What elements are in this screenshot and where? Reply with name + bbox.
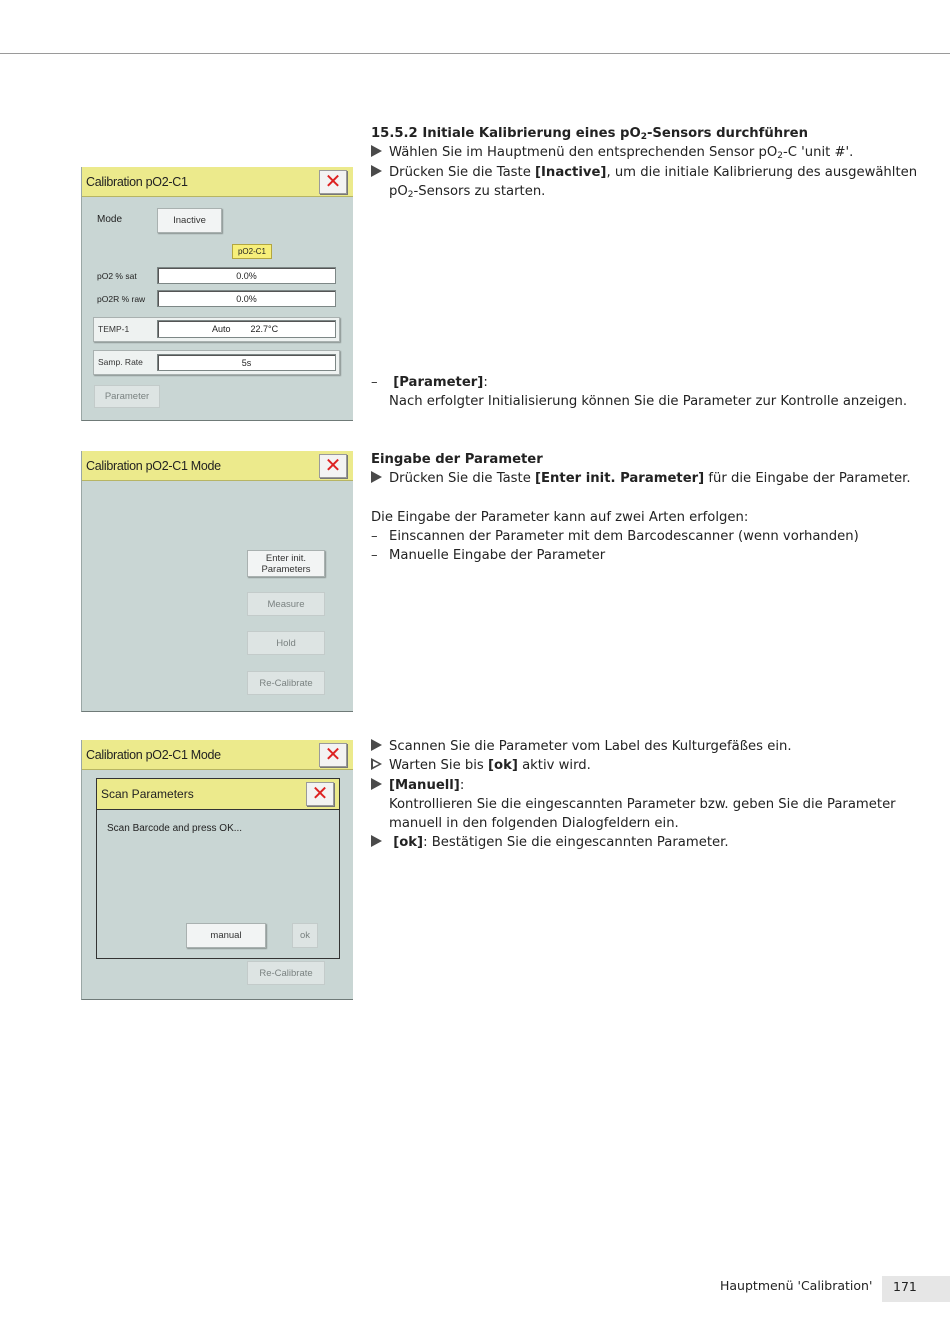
mode-label: Mode	[97, 214, 123, 225]
step-press-inactive: Drücken Sie die Taste [Inactive], um die initiale Kalibrierung des ausgewählten	[371, 163, 931, 182]
arrow-right-icon	[371, 145, 382, 157]
screen-calibration-mode	[81, 451, 353, 712]
close-icon: ✕	[324, 171, 342, 193]
scan-dialog	[96, 778, 340, 959]
dialog-title: Scan Parameters	[97, 779, 339, 810]
step-manual: [Manuell]:	[371, 776, 931, 795]
screen-title: Calibration pO2-C1 Mode	[82, 451, 353, 481]
po2r-raw-label: pO2R % raw	[97, 294, 146, 304]
sensor-tag: pO2-C1	[232, 244, 272, 259]
step-select-sensor: Wählen Sie im Hauptmenü den entsprechenden Sensor $pO_2-C$ 'unit #'.	[371, 143, 931, 162]
measure-button[interactable]: Measure	[247, 592, 325, 616]
enter-init-label-2: Parameters	[261, 563, 311, 575]
step-manual-desc-2: manuell in den folgenden Dialogfeldern ein.	[389, 816, 679, 832]
hold-button[interactable]: Hold	[247, 631, 325, 655]
close-icon: ✕	[311, 783, 329, 805]
step-manual-desc-1: Kontrollieren Sie die eingescannten Parameter bzw. geben Sie die Parameter	[389, 796, 896, 812]
screen-title: Calibration pO2-C1	[82, 167, 353, 197]
screen-title: Calibration pO2-C1 Mode	[82, 740, 353, 770]
enter-init-parameters-button[interactable]	[247, 550, 325, 577]
temp-label: TEMP-1	[98, 324, 130, 334]
sample-rate-label: Samp. Rate	[98, 357, 143, 367]
step-enter-init: Drücken Sie die Taste [Enter init. Parameter] für die Eingabe der Parameter.	[371, 469, 931, 488]
close-icon: ✕	[324, 744, 342, 766]
recalibrate-button[interactable]: Re-Calibrate	[247, 961, 325, 985]
temp-mode: Auto	[212, 324, 231, 334]
ok-button[interactable]: ok	[292, 923, 318, 948]
step-wait-ok: Warten Sie bis [ok] aktiv wird.	[371, 756, 931, 775]
parameter-description: Nach erfolgter Initialisierung können Sie die Parameter zur Kontrolle anzeigen.	[389, 394, 908, 410]
arrow-right-icon	[371, 165, 382, 177]
section-parameter-note	[371, 373, 931, 412]
enter-init-label-1: Enter init.	[265, 552, 307, 564]
arrow-right-outline-icon	[371, 758, 382, 770]
dialog-close-button[interactable]	[306, 782, 334, 806]
arrow-right-icon	[371, 471, 382, 483]
close-icon: ✕	[324, 455, 342, 477]
po2-sat-label: pO2 % sat	[97, 271, 137, 281]
close-button[interactable]	[319, 170, 347, 194]
section-input-parameters	[371, 450, 931, 565]
parameter-item: – [Parameter]:	[371, 375, 488, 390]
input-heading: Eingabe der Parameter	[371, 452, 543, 467]
arrow-right-icon	[371, 739, 382, 751]
inactive-button[interactable]: Inactive	[157, 208, 222, 233]
input-option-manual: – Manuelle Eingabe der Parameter	[371, 548, 606, 564]
input-option-scan: – Einscannen der Parameter mit dem Barcodescanner (wenn vorhanden)	[371, 528, 859, 544]
section-calibration-steps	[371, 124, 931, 201]
close-button[interactable]	[319, 454, 347, 478]
input-intro: Die Eingabe der Parameter kann auf zwei Arten erfolgen:	[371, 509, 749, 525]
temp-value: 22.7°C	[250, 324, 279, 334]
po2-sat-value: 0.0%	[157, 267, 336, 284]
temp-field	[157, 320, 336, 338]
arrow-right-icon	[371, 835, 382, 847]
recalibrate-button[interactable]: Re-Calibrate	[247, 671, 325, 695]
section-title: 15.5.2 Initiale Kalibrierung eines $pO_2$-Sensors durchführen	[371, 126, 808, 142]
screen-calibration-po2	[81, 167, 353, 421]
po2r-raw-value: 0.0%	[157, 290, 336, 307]
sample-rate-value: 5s	[157, 354, 336, 371]
footer-chapter: Hauptmenü 'Calibration'	[720, 1278, 873, 1293]
header-rule	[0, 53, 950, 54]
page-number: 171	[882, 1276, 950, 1302]
dialog-message: Scan Barcode and press OK...	[107, 823, 243, 834]
step-confirm-ok: [ok]: Bestätigen Sie die eingescannten Parameter.	[371, 833, 931, 852]
section-scan-steps	[371, 737, 931, 853]
screen-scan-parameters	[81, 740, 353, 1000]
arrow-right-icon	[371, 778, 382, 790]
parameter-button[interactable]: Parameter	[94, 385, 160, 408]
step-press-inactive-cont: $pO_2$-Sensors zu starten.	[389, 183, 546, 200]
step-scan-label: Scannen Sie die Parameter vom Label des Kulturgefäßes ein.	[371, 737, 931, 756]
close-button[interactable]	[319, 743, 347, 767]
manual-button[interactable]: manual	[186, 923, 266, 948]
